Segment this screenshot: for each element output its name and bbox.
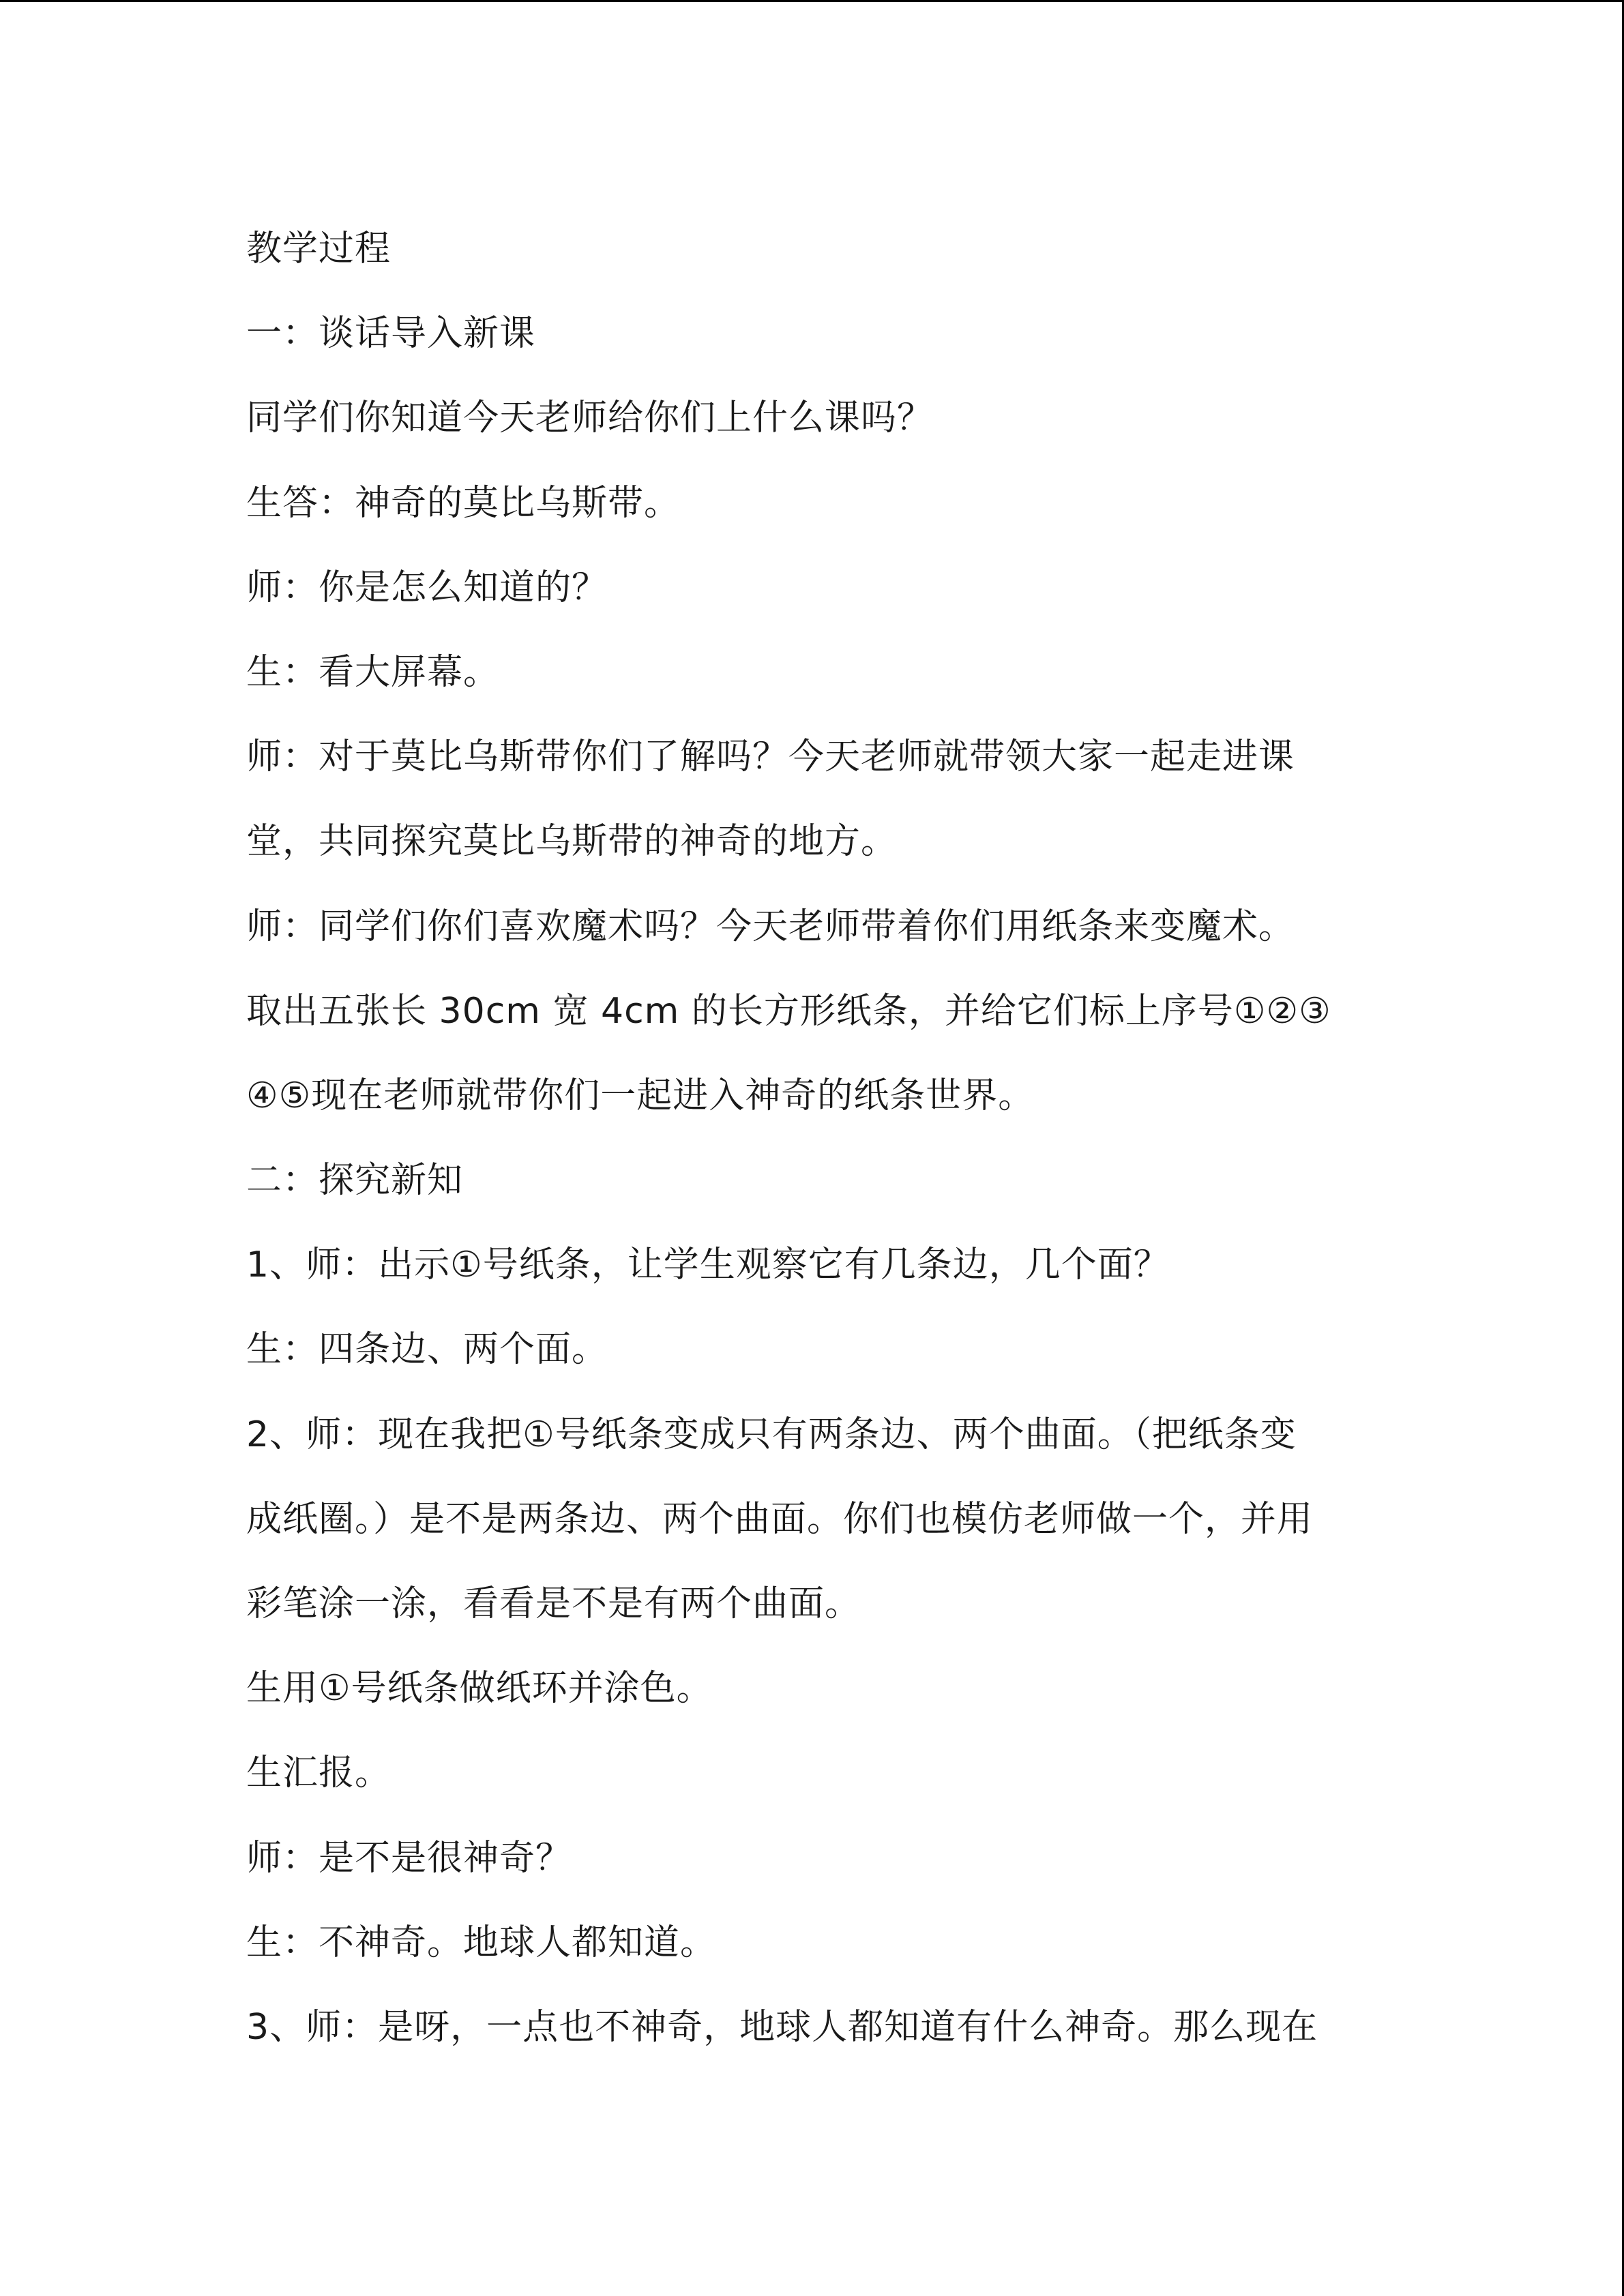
text-line: 成纸圈。）是不是两条边、两个曲面。你们也模仿老师做一个，并用 <box>246 1498 1314 1540</box>
text-line: 师：同学们你们喜欢魔术吗？今天老师带着你们用纸条来变魔术。 <box>246 906 1295 947</box>
text-line: 生：看大屏幕。 <box>246 651 500 693</box>
text-line: 生：四条边、两个面。 <box>246 1329 608 1371</box>
text-line: 师：是不是很神奇？ <box>246 1837 572 1879</box>
text-line: 生答：神奇的莫比乌斯带。 <box>246 482 681 524</box>
text-line: 2、师：现在我把①号纸条变成只有两条边、两个曲面。（把纸条变 <box>246 1414 1297 1455</box>
text-line: 1、师：出示①号纸条，让学生观察它有几条边，几个面？ <box>246 1244 1170 1286</box>
text-line: ④⑤现在老师就带你们一起进入神奇的纸条世界。 <box>246 1075 1035 1116</box>
section-heading-explore: 二：探究新知 <box>246 1160 464 1202</box>
text-line: 同学们你知道今天老师给你们上什么课吗？ <box>246 398 934 439</box>
text-line: 取出五张长 30cm 宽 4cm 的长方形纸条，并给它们标上序号①②③ <box>246 990 1331 1032</box>
text-line: 师：你是怎么知道的？ <box>246 567 608 608</box>
text-line: 生汇报。 <box>246 1753 392 1794</box>
section-heading-intro: 一：谈话导入新课 <box>246 313 536 355</box>
text-line: 彩笔涂一涂，看看是不是有两个曲面。 <box>246 1583 861 1624</box>
section-title-teaching-process: 教学过程 <box>246 228 392 269</box>
text-line: 3、师：是呀，一点也不神奇，地球人都知道有什么神奇。那么现在 <box>246 2006 1318 2048</box>
text-line: 堂，共同探究莫比乌斯带的神奇的地方。 <box>246 821 898 863</box>
document-body <box>246 207 1392 2070</box>
text-line: 生用①号纸条做纸环并涂色。 <box>246 1668 713 1710</box>
text-line: 生：不神奇。地球人都知道。 <box>246 1922 717 1963</box>
text-line: 师：对于莫比乌斯带你们了解吗？今天老师就带领大家一起走进课 <box>246 736 1295 778</box>
